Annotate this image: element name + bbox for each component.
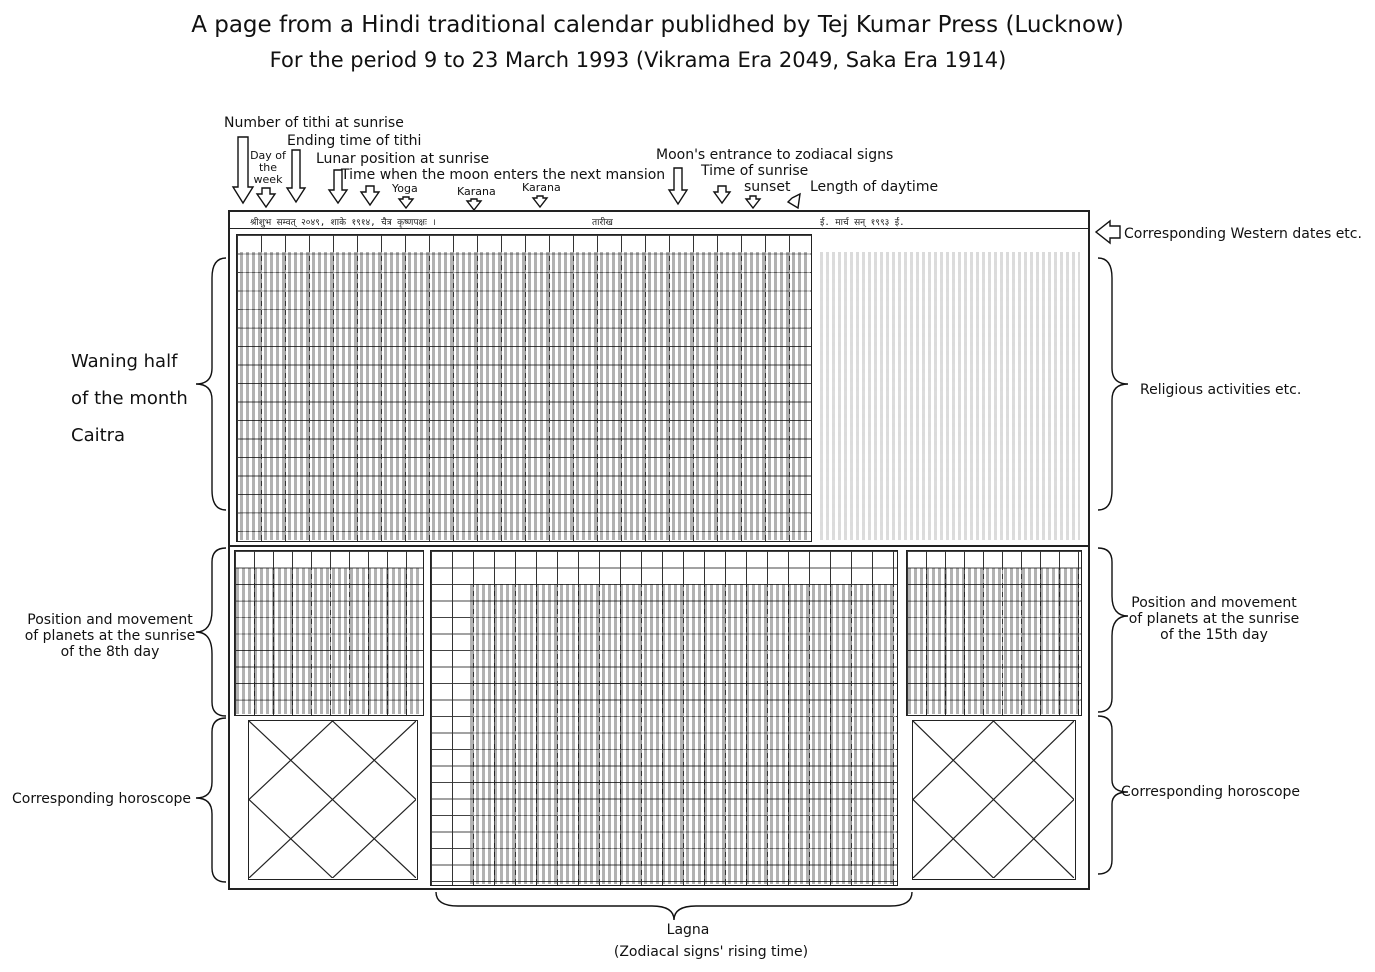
daily-table-cells <box>240 252 810 540</box>
label-waning-3: Caitra <box>71 425 126 446</box>
label-horoscope-right: Corresponding horoscope <box>1121 784 1301 800</box>
brace-religious <box>1098 258 1128 510</box>
arrow-karana-1 <box>467 199 481 210</box>
label-yoga: Yoga <box>392 182 418 195</box>
planets-15th-cells <box>908 568 1080 714</box>
calendar-page <box>228 210 1090 890</box>
arrow-ending <box>287 150 305 202</box>
label-planets-8th: Position and movement of planets at the sunrise of the 8th day <box>24 612 196 660</box>
label-tithi-number: Number of tithi at sunrise <box>224 115 404 131</box>
arrow-karana-2 <box>533 196 547 207</box>
page-subtitle: For the period 9 to 23 March 1993 (Vikrama Era 2049, Saka Era 1914) <box>269 48 1007 72</box>
calendar-header-right: ई. मार्च सन् १९९३ ई. <box>820 218 905 228</box>
label-lagna-sub: (Zodiacal signs' rising time) <box>613 944 809 960</box>
brace-horoscope-right <box>1098 716 1128 874</box>
label-waning-2: of the month <box>71 388 188 409</box>
label-waning-1: Waning half <box>71 351 178 372</box>
brace-planets-left <box>196 548 226 716</box>
horoscope-left <box>248 720 418 880</box>
label-lunar-position: Lunar position at sunrise <box>316 151 490 167</box>
arrow-western <box>1096 221 1120 243</box>
arrow-day <box>257 188 275 207</box>
label-religious: Religious activities etc. <box>1140 382 1302 398</box>
brace-waning <box>196 258 226 510</box>
label-sunset: sunset <box>744 179 791 195</box>
arrow-yoga <box>399 197 413 208</box>
lagna-cells <box>470 584 896 884</box>
header-rule <box>230 228 1088 229</box>
label-western-dates: Corresponding Western dates etc. <box>1124 226 1362 242</box>
arrow-daytime <box>788 194 800 208</box>
arrow-lunar <box>329 170 347 203</box>
horoscope-left-lines <box>249 721 416 878</box>
religious-text-block <box>820 252 1080 540</box>
label-ending-time: Ending time of tithi <box>287 133 422 149</box>
label-moon-mansion: Time when the moon enters the next mansion <box>341 167 666 183</box>
arrow-zodiac <box>669 168 687 204</box>
label-sunrise: Time of sunrise <box>701 163 809 179</box>
arrow-tithi <box>233 137 253 203</box>
label-daytime: Length of daytime <box>810 179 939 195</box>
page-title: A page from a Hindi traditional calendar publidhed by Tej Kumar Press (Lucknow) <box>191 12 1124 38</box>
section-rule-1 <box>230 545 1088 547</box>
label-karana-2: Karana <box>522 181 561 194</box>
horoscope-right <box>912 720 1076 880</box>
label-day-of-week: Day of the week <box>250 149 286 186</box>
planets-8th-cells <box>236 568 422 714</box>
brace-horoscope-left <box>196 718 226 882</box>
label-moon-zodiac: Moon's entrance to zodiacal signs <box>656 147 894 163</box>
calendar-header-date: तारीख <box>592 218 613 228</box>
label-horoscope-left: Corresponding horoscope <box>12 791 192 807</box>
calendar-header-left: श्रीशुभ सम्वत् २०४९, शाके १९१४, चैत्र कृष्णपक्षः । <box>250 218 436 228</box>
arrow-sunset <box>746 196 760 208</box>
horoscope-right-lines <box>913 721 1074 878</box>
label-planets-15th: Position and movement of planets at the sunrise of the 15th day <box>1128 595 1300 643</box>
label-karana-1: Karana <box>457 185 496 198</box>
brace-lagna <box>436 892 912 920</box>
label-lagna: Lagna <box>666 922 710 938</box>
arrow-mansion <box>361 186 379 205</box>
arrow-sunrise <box>714 186 730 203</box>
brace-planets-right <box>1098 548 1128 712</box>
